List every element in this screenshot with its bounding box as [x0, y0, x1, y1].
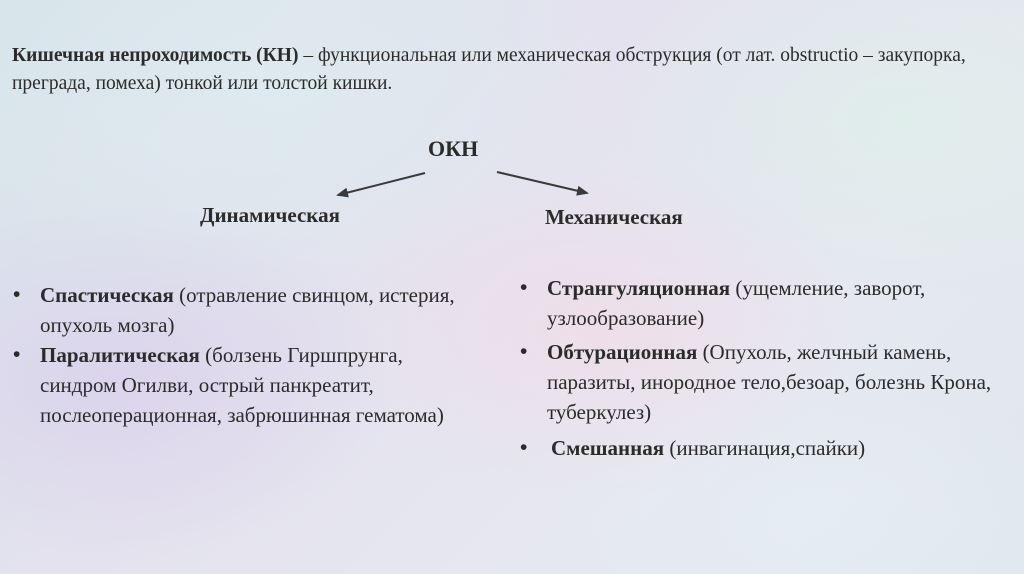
- mechanical-types-list: [520, 273, 1010, 463]
- bullet-point: •: [520, 276, 528, 299]
- bullet-point: •: [520, 340, 528, 363]
- bullet-point: •: [13, 283, 21, 306]
- item-detail: (отравление свинцом, истерия, опухоль мозга): [40, 283, 455, 337]
- list-item: [520, 273, 1010, 333]
- bullet-point: •: [520, 436, 528, 459]
- arrow-right: [497, 172, 587, 193]
- list-item: [13, 340, 483, 430]
- item-term: Смешанная: [551, 436, 665, 460]
- dynamic-types-list: [13, 280, 483, 430]
- list-item: [520, 337, 1010, 427]
- bullet-point: •: [13, 343, 21, 366]
- list-item: [13, 280, 483, 340]
- item-detail: (Опухоль, желчный камень, паразиты, инородное тело,безоар, болезнь Крона, туберкулез): [547, 340, 992, 424]
- item-detail: (инвагинация,спайки): [664, 436, 866, 460]
- item-term: Спастическая: [40, 283, 174, 307]
- definition-text: – функциональная или механическая обструкция (от лат. obstructio – закупорка, преграда, помеха) тонкой или толстой кишки.: [12, 45, 966, 94]
- branch-dynamic-label: Динамическая: [200, 203, 340, 227]
- arrow-left: [338, 173, 425, 195]
- item-detail: (болзень Гиршпрунга, синдром Огилви, острый панкреатит, послеоперационная, забрюшинная гематома): [40, 343, 444, 427]
- item-term: Обтурационная: [547, 340, 698, 364]
- item-detail: (ущемление, заворот, узлообразование): [547, 276, 926, 330]
- diagram-root-label: ОКН: [428, 136, 479, 161]
- list-item: [520, 433, 1010, 463]
- definition-term: Кишечная непроходимость (КН): [12, 45, 299, 66]
- item-term: Паралитическая: [40, 343, 200, 367]
- item-term: Странгуляционная: [547, 276, 731, 300]
- branch-mechanical-label: Механическая: [545, 205, 683, 229]
- definition-paragraph: [12, 42, 1002, 98]
